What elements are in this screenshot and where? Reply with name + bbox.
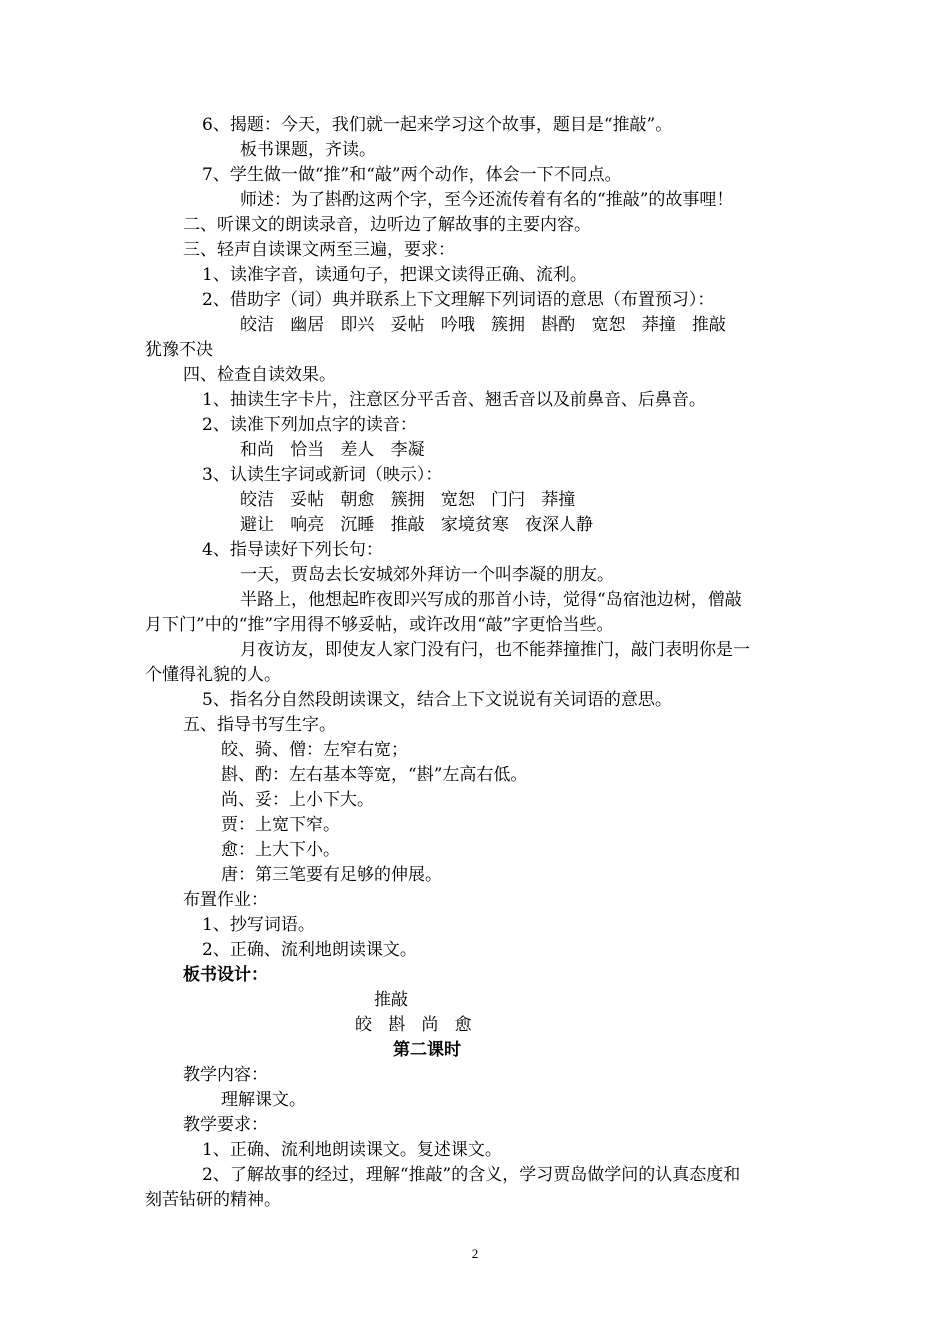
text-line: 皎洁 妥帖 朝愈 簇拥 宽恕 门闩 莽撞 bbox=[240, 490, 576, 510]
text-line: 师述：为了斟酌这两个字，至今还流传着有名的“推敲”的故事哩！ bbox=[240, 190, 734, 210]
text-line: 1、正确、流利地朗读课文。复述课文。 bbox=[202, 1140, 502, 1160]
text-line: 教学内容： bbox=[183, 1065, 268, 1085]
text-line: 四、检查自读效果。 bbox=[183, 365, 336, 385]
text-line: 五、指导书写生字。 bbox=[183, 715, 336, 735]
text-line: 2、借助字（词）典并联系上下文理解下列词语的意思（布置预习）： bbox=[202, 290, 715, 310]
heading-line: 第二课时 bbox=[393, 1040, 461, 1060]
text-line: 犹豫不决 bbox=[145, 340, 213, 360]
text-line: 刻苦钻研的精神。 bbox=[145, 1190, 281, 1210]
text-line: 皎、骑、僧：左窄右宽； bbox=[221, 740, 408, 760]
text-line: 板书课题，齐读。 bbox=[240, 140, 376, 160]
text-line: 半路上，他想起昨夜即兴写成的那首小诗，觉得“岛宿池边树，僧敲 bbox=[240, 590, 742, 610]
text-line: 2、了解故事的经过，理解“推敲”的含义，学习贾岛做学问的认真态度和 bbox=[202, 1165, 741, 1185]
text-line: 1、抽读生字卡片，注意区分平舌音、翘舌音以及前鼻音、后鼻音。 bbox=[202, 390, 706, 410]
text-line: 贾：上宽下窄。 bbox=[221, 815, 340, 835]
heading-line: 板书设计： bbox=[183, 965, 268, 985]
text-line: 皎 斟 尚 愈 bbox=[355, 1015, 472, 1035]
text-line: 和尚 恰当 差人 李凝 bbox=[240, 440, 425, 460]
text-line: 4、指导读好下列长句： bbox=[202, 540, 383, 560]
text-line: 月下门”中的“推”字用得不够妥帖，或许改用“敲”字更恰当些。 bbox=[145, 615, 614, 635]
text-line: 二、听课文的朗读录音，边听边了解故事的主要内容。 bbox=[183, 215, 591, 235]
text-line: 3、认读生字词或新词（映示）： bbox=[202, 465, 443, 485]
text-line: 个懂得礼貌的人。 bbox=[145, 665, 281, 685]
text-line: 1、抄写词语。 bbox=[202, 915, 315, 935]
text-line: 1、读准字音，读通句子，把课文读得正确、流利。 bbox=[202, 265, 587, 285]
text-line: 推敲 bbox=[374, 990, 408, 1010]
text-line: 7、学生做一做“推”和“敲”两个动作，体会一下不同点。 bbox=[202, 165, 622, 185]
text-line: 6、揭题：今天，我们就一起来学习这个故事，题目是“推敲”。 bbox=[202, 115, 673, 135]
text-line: 避让 响亮 沉睡 推敲 家境贫寒 夜深人静 bbox=[240, 515, 594, 535]
text-line: 尚、妥：上小下大。 bbox=[221, 790, 374, 810]
text-line: 愈：上大下小。 bbox=[221, 840, 340, 860]
text-line: 2、读准下列加点字的读音： bbox=[202, 415, 417, 435]
text-line: 皎洁 幽居 即兴 妥帖 吟哦 簇拥 斟酌 宽恕 莽撞 推敲 bbox=[240, 315, 726, 335]
text-line: 月夜访友，即使友人家门没有闩，也不能莽撞推门，敲门表明你是一 bbox=[240, 640, 750, 660]
text-line: 斟、酌：左右基本等宽，“斟”左高右低。 bbox=[221, 765, 528, 785]
text-line: 布置作业： bbox=[183, 890, 268, 910]
page-number: 2 bbox=[471, 1246, 479, 1261]
text-line: 三、轻声自读课文两至三遍，要求： bbox=[183, 240, 455, 260]
text-line: 教学要求： bbox=[183, 1115, 268, 1135]
text-line: 理解课文。 bbox=[221, 1090, 306, 1110]
text-line: 唐：第三笔要有足够的伸展。 bbox=[221, 865, 442, 885]
text-line: 一天，贾岛去长安城郊外拜访一个叫李凝的朋友。 bbox=[240, 565, 614, 585]
text-line: 5、指名分自然段朗读课文，结合上下文说说有关词语的意思。 bbox=[202, 690, 672, 710]
text-line: 2、正确、流利地朗读课文。 bbox=[202, 940, 417, 960]
